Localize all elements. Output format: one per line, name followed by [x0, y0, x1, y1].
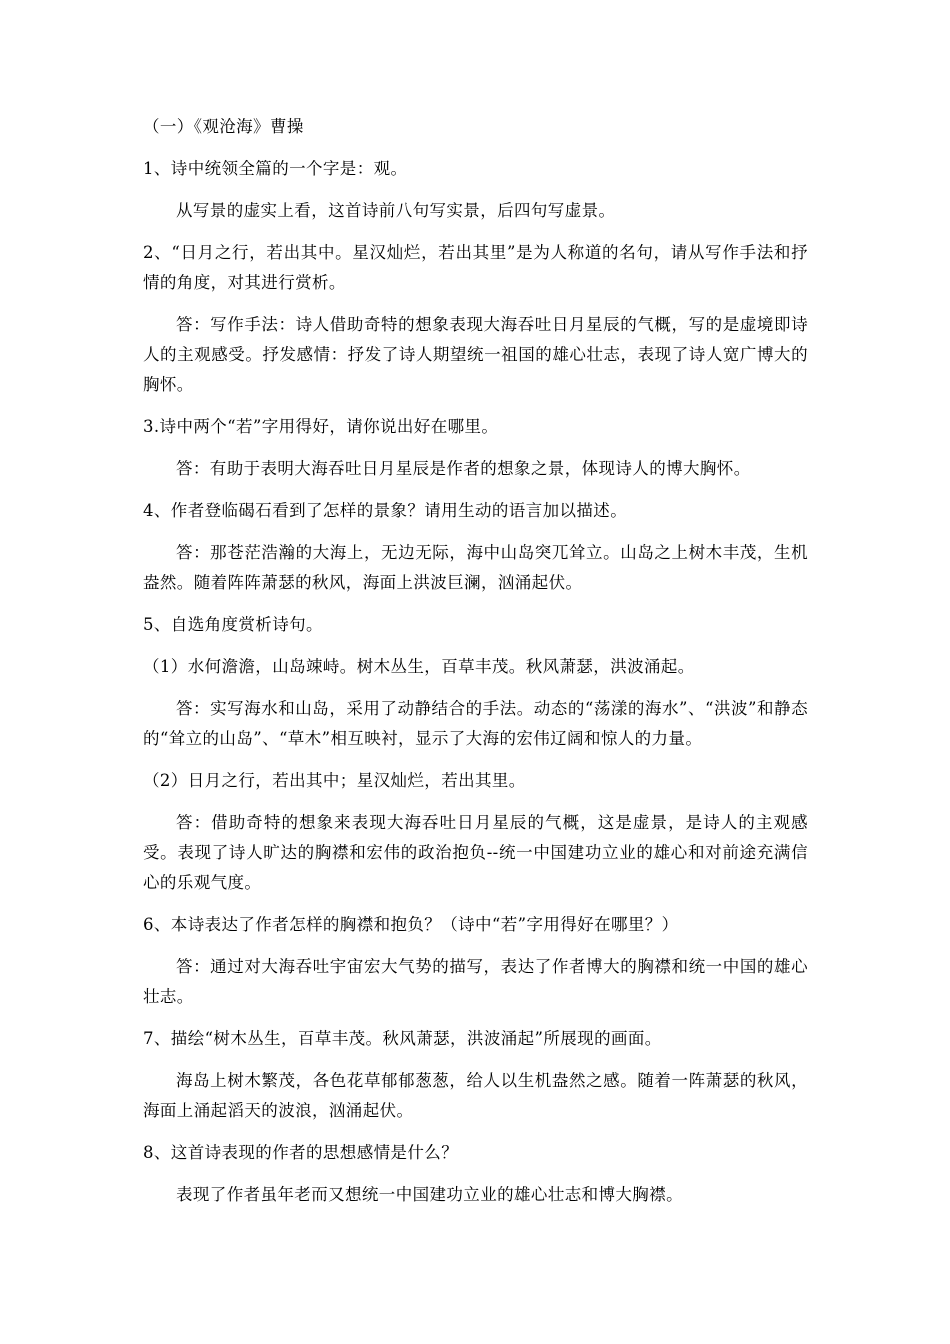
- answer-4: 答：那苍茫浩瀚的大海上，无边无际，海中山岛突兀耸立。山岛之上树木丰茂，生机盎然。随着阵阵萧瑟的秋风，海面上洪波巨澜，汹涌起伏。: [143, 543, 808, 592]
- answer-1: 从写景的虚实上看，这首诗前八句写实景，后四句写虚景。: [176, 201, 616, 220]
- question-5-part-2: （2）日月之行，若出其中；星汉灿烂，若出其里。: [143, 771, 526, 790]
- answer-8: 表现了作者虽年老而又想统一中国建功立业的雄心壮志和博大胸襟。: [176, 1185, 683, 1204]
- answer-6: 答：通过对大海吞吐宇宙宏大气势的描写，表达了作者博大的胸襟和统一中国的雄心壮志。: [143, 957, 808, 1006]
- question-3: 3.诗中两个“若”字用得好，请你说出好在哪里。: [143, 417, 499, 436]
- answer-3: 答：有助于表明大海吞吐日月星辰是作者的想象之景，体现诗人的博大胸怀。: [176, 459, 751, 478]
- question-4: 4、作者登临碣石看到了怎样的景象？请用生动的语言加以描述。: [143, 501, 628, 520]
- question-2: 2、“日月之行，若出其中。星汉灿烂，若出其里”是为人称道的名句，请从写作手法和抒情的角度，对其进行赏析。: [143, 243, 808, 292]
- answer-2: 答：写作手法：诗人借助奇特的想象表现大海吞吐日月星辰的气概，写的是虚境即诗人的主观感受。抒发感情：抒发了诗人期望统一祖国的雄心壮志，表现了诗人宽广博大的胸怀。: [143, 315, 808, 394]
- answer-5-part-2: 答：借助奇特的想象来表现大海吞吐日月星辰的气概，这是虚景，是诗人的主观感受。表现了诗人旷达的胸襟和宏伟的政治抱负--统一中国建功立业的雄心和对前途充满信心的乐观气度。: [143, 813, 808, 892]
- question-5: 5、自选角度赏析诗句。: [143, 615, 323, 634]
- question-5-part-1: （1）水何澹澹，山岛竦峙。树木丛生，百草丰茂。秋风萧瑟，洪波涌起。: [143, 657, 695, 676]
- document-body: [143, 112, 808, 1222]
- answer-5-part-1: 答：实写海水和山岛，采用了动静结合的手法。动态的“荡漾的海水”、“洪波”和静态的“耸立的山岛”、“草木”相互映衬，显示了大海的宏伟辽阔和惊人的力量。: [143, 699, 808, 748]
- question-8: 8、这首诗表现的作者的思想感情是什么？: [143, 1143, 459, 1162]
- question-6: 6、本诗表达了作者怎样的胸襟和抱负？（诗中“若”字用得好在哪里？）: [143, 915, 679, 934]
- question-1: 1、诗中统领全篇的一个字是：观。: [143, 159, 408, 178]
- answer-7: 海岛上树木繁茂，各色花草郁郁葱葱，给人以生机盎然之感。随着一阵萧瑟的秋风，海面上涌起滔天的波浪，汹涌起伏。: [143, 1071, 808, 1120]
- question-7: 7、描绘“树木丛生，百草丰茂。秋风萧瑟，洪波涌起”所展现的画面。: [143, 1029, 662, 1048]
- section-title: （一）《观沧海》曹操: [143, 117, 304, 136]
